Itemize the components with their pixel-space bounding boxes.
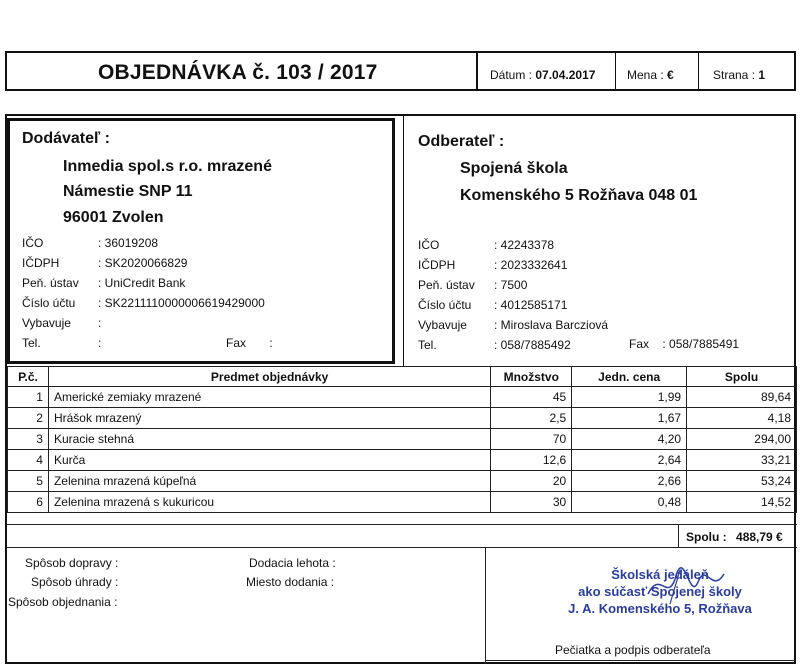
cell-idx: 5 [8, 471, 49, 492]
field-value: : 058/7885492 [494, 338, 571, 352]
customer-address: Komenského 5 Rožňava 048 01 [460, 187, 698, 204]
cell-total: 4,18 [687, 408, 797, 429]
field-value: : 7500 [494, 278, 528, 292]
cell-price: 2,66 [572, 471, 687, 492]
cell-total: 33,21 [687, 450, 797, 471]
cell-item: Zelenina mrazená kúpeľná [48, 471, 490, 492]
cell-price: 4,20 [572, 429, 687, 450]
field-label: Vybavuje [22, 316, 71, 330]
field-label: Tel. [418, 338, 437, 352]
total-field [686, 530, 783, 544]
date-value: 07.04.2017 [535, 68, 596, 82]
date-field [490, 68, 595, 82]
cell-price: 0,48 [572, 492, 687, 513]
field-value: : UniCredit Bank [98, 276, 186, 290]
table-row [8, 471, 797, 492]
order-title: OBJEDNÁVKA č. 103 / 2017 [98, 61, 378, 84]
stamp-line: ako súčasť Spojenej školy [578, 584, 742, 599]
cell-qty: 70 [491, 429, 572, 450]
field-value: : [98, 336, 102, 350]
total-value: 488,79 € [736, 530, 783, 544]
table-row [8, 429, 797, 450]
field-value: : SK2211110000006619429000 [98, 296, 265, 310]
delivery-term-label: Dodacia lehota : [249, 556, 336, 570]
delivery-place-label: Miesto dodania : [246, 575, 335, 589]
supplier-street: Námestie SNP 11 [63, 183, 193, 200]
field-label: Tel. [22, 336, 41, 350]
field-value: : [98, 316, 102, 330]
cell-qty: 2,5 [491, 408, 572, 429]
cell-item: Zelenina mrazená s kukuricou [48, 492, 490, 513]
cell-price: 1,99 [572, 387, 687, 408]
customer-name: Spojená škola [460, 160, 568, 177]
table-row [8, 387, 797, 408]
stamp-line: Školská jedáleň [611, 567, 709, 582]
supplier-heading: Dodávateľ : [22, 130, 110, 147]
cell-idx: 2 [8, 408, 49, 429]
stamp-line: J. A. Komenského 5, Rožňava [568, 601, 752, 616]
column-header: P.č. [8, 367, 49, 387]
field-value: : Miroslava Barcziová [494, 318, 609, 332]
payment-label: Spôsob úhrady : [31, 575, 119, 589]
cell-total: 14,52 [687, 492, 797, 513]
cell-item: Hrášok mrazený [48, 408, 490, 429]
column-header: Spolu [687, 367, 797, 387]
transport-label: Spôsob dopravy : [25, 556, 119, 570]
cell-idx: 3 [8, 429, 49, 450]
field-label: IČO [418, 238, 440, 252]
supplier-name: Inmedia spol.s r.o. mrazené [63, 158, 272, 175]
field-label: IČDPH [418, 258, 456, 272]
cell-qty: 45 [491, 387, 572, 408]
field-label: IČDPH [22, 256, 60, 270]
currency-label: Mena : [627, 68, 664, 82]
field-label: Číslo účtu [418, 298, 472, 312]
cell-total: 89,64 [687, 387, 797, 408]
field-label: Peň. ústav [418, 278, 475, 292]
page-field [713, 68, 765, 82]
currency-field [627, 68, 674, 82]
cell-item: Kurča [48, 450, 490, 471]
cell-total: 294,00 [687, 429, 797, 450]
cell-item: Kuracie stehná [48, 429, 490, 450]
field-label: IČO [22, 236, 44, 250]
customer-heading: Odberateľ : [418, 133, 505, 150]
cell-qty: 20 [491, 471, 572, 492]
field-value: : 42243378 [494, 238, 555, 252]
field-value: : 4012585171 [494, 298, 568, 312]
field-value: : 36019208 [98, 236, 159, 250]
column-header: Množstvo [491, 367, 572, 387]
table-row [8, 492, 797, 513]
signature-label: Pečiatka a podpis odberateľa [555, 643, 711, 657]
field-label: Vybavuje [418, 318, 467, 332]
cell-item: Americké zemiaky mrazené [48, 387, 490, 408]
cell-total: 53,24 [687, 471, 797, 492]
supplier-fax [226, 336, 273, 350]
column-header: Predmet objednávky [48, 367, 490, 387]
page-label: Strana : [713, 68, 756, 82]
table-header-row [8, 367, 797, 387]
signature-scribble-icon [640, 564, 730, 614]
supplier-city: 96001 Zvolen [63, 209, 164, 226]
field-label: Peň. ústav [22, 276, 79, 290]
supplier-fax-value: : [269, 336, 273, 350]
total-label: Spolu : [686, 530, 727, 544]
customer-fax [629, 337, 739, 351]
order-items-table [7, 366, 797, 513]
cell-price: 1,67 [572, 408, 687, 429]
currency-value: € [667, 68, 674, 82]
cell-price: 2,64 [572, 450, 687, 471]
field-value: : SK2020066829 [98, 256, 188, 270]
date-label: Dátum : [490, 68, 533, 82]
page-value: 1 [758, 68, 766, 82]
order-method-label: Spôsob objednania : [8, 595, 118, 609]
cell-qty: 12,6 [491, 450, 572, 471]
cell-idx: 4 [8, 450, 49, 471]
field-label: Číslo účtu [22, 296, 76, 310]
table-row [8, 408, 797, 429]
supplier-details [22, 236, 382, 356]
table-body [8, 387, 797, 513]
cell-qty: 30 [491, 492, 572, 513]
field-value: : 2023332641 [494, 258, 568, 272]
customer-fax-value: : 058/7885491 [662, 337, 740, 351]
cell-idx: 6 [8, 492, 49, 513]
cell-idx: 1 [8, 387, 49, 408]
supplier-fax-label: Fax [226, 336, 247, 350]
table-row [8, 450, 797, 471]
column-header: Jedn. cena [572, 367, 687, 387]
customer-fax-label: Fax [629, 337, 650, 351]
